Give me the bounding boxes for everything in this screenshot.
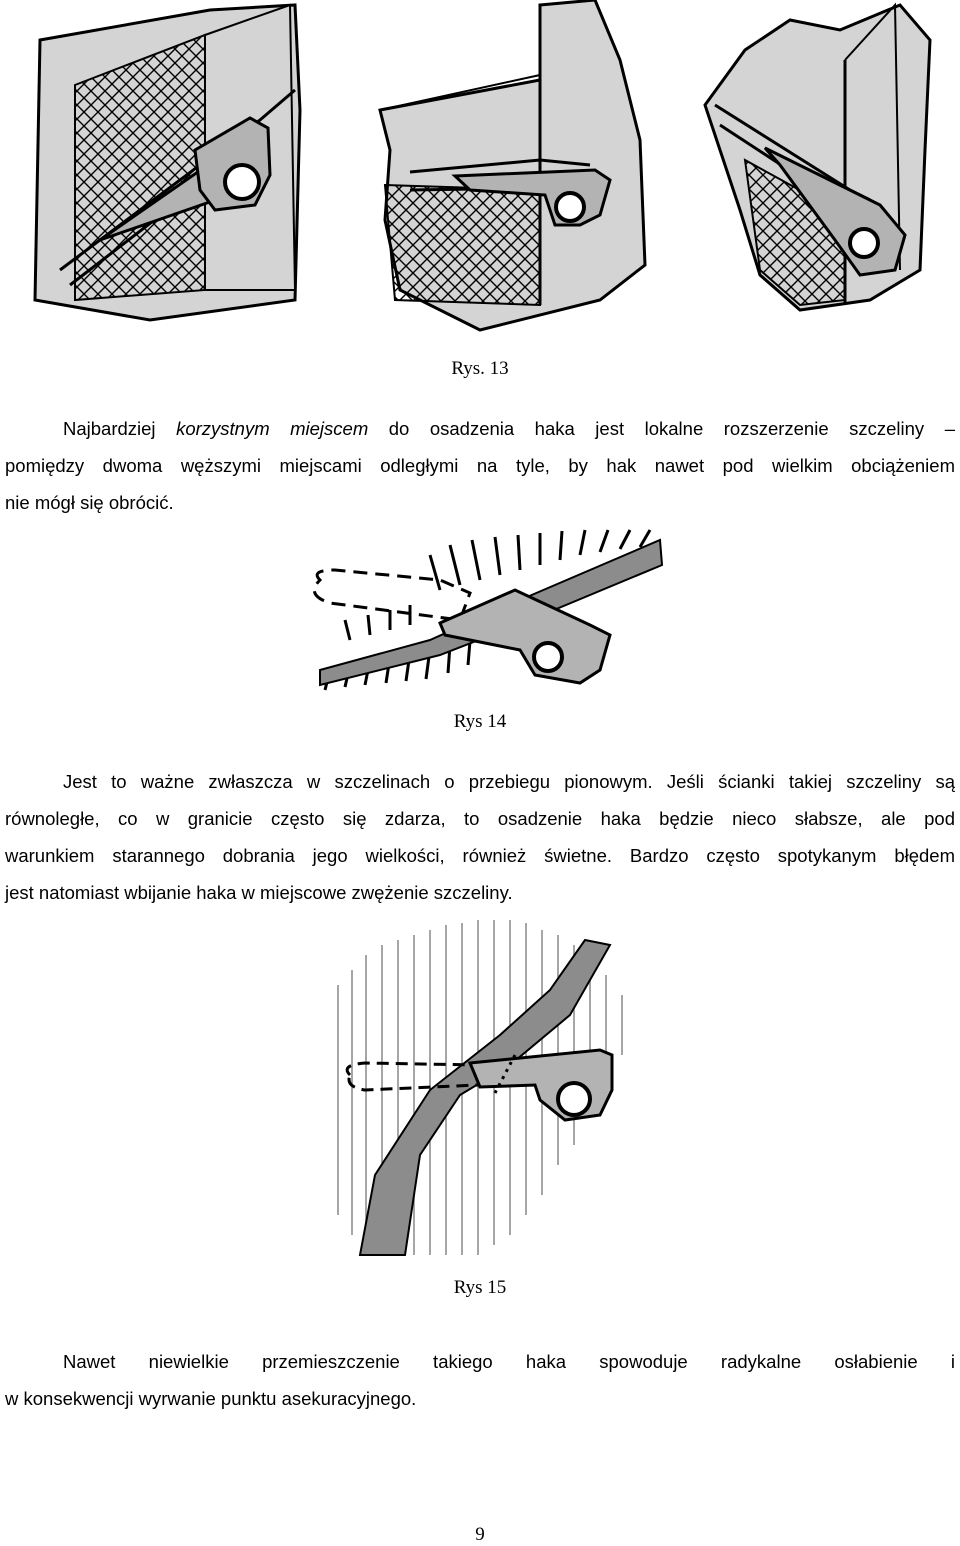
rys13-panel-middle [380,0,645,330]
paragraph-line: Jest to ważne zwłaszcza w szczelinach o przebiegu pionowym. Jeśli ścianki takiej szczeliny są [63,771,955,792]
paragraph-line: warunkiem starannego dobrania jego wielkości, również świetne. Bardzo często spotykanym błędem [5,845,955,866]
paragraph-1 [5,410,955,521]
paragraph-line [5,410,955,447]
piton-blade [470,1050,612,1120]
paragraph-3 [5,1343,955,1417]
figure-rys13 [0,0,960,335]
paragraph-2 [5,763,955,911]
piton-eye-icon [534,643,562,671]
rys13-panel-right [705,5,930,310]
rys13-panel-left [35,5,300,320]
figure-caption-rys13: Rys. 13 [451,358,509,379]
figure-caption-rys14: Rys 14 [453,711,507,732]
emphasis: korzystnym miejscem [176,418,369,439]
paragraph-line: równoległe, co w granicie często się zdarza, to osadzenie haka będzie nieco słabsze, ale pod [5,808,955,829]
paragraph-line: jest natomiast wbijanie haka w miejscowe zwężenie szczeliny. [5,882,513,903]
paragraph-line: w konsekwencji wyrwanie punktu asekuracyjnego. [5,1388,417,1409]
piton-blade [440,590,610,683]
paragraph-line: Nawet niewielkie przemieszczenie takiego haka spowoduje radykalne osłabienie i [63,1351,955,1372]
piton-dashed-outline [314,570,470,620]
page-number: 9 [475,1524,485,1545]
figure-rys14 [290,525,670,700]
figure-rys15 [330,915,640,1260]
piton-eye-icon [225,165,259,199]
figure-caption-rys15: Rys 15 [453,1277,507,1298]
text-run: Najbardziej [63,418,177,439]
piton-eye-icon [556,193,584,221]
text-run: do osadzenia haka jest lokalne rozszerzenie szczeliny – [368,418,955,439]
paragraph-line: nie mógł się obrócić. [5,492,174,513]
paragraph-line: pomiędzy dwoma węższymi miejscami odległymi na tyle, by hak nawet pod wielkim obciążeniem [5,455,955,476]
piton-eye-icon [850,229,878,257]
piton-eye-icon [558,1083,590,1115]
